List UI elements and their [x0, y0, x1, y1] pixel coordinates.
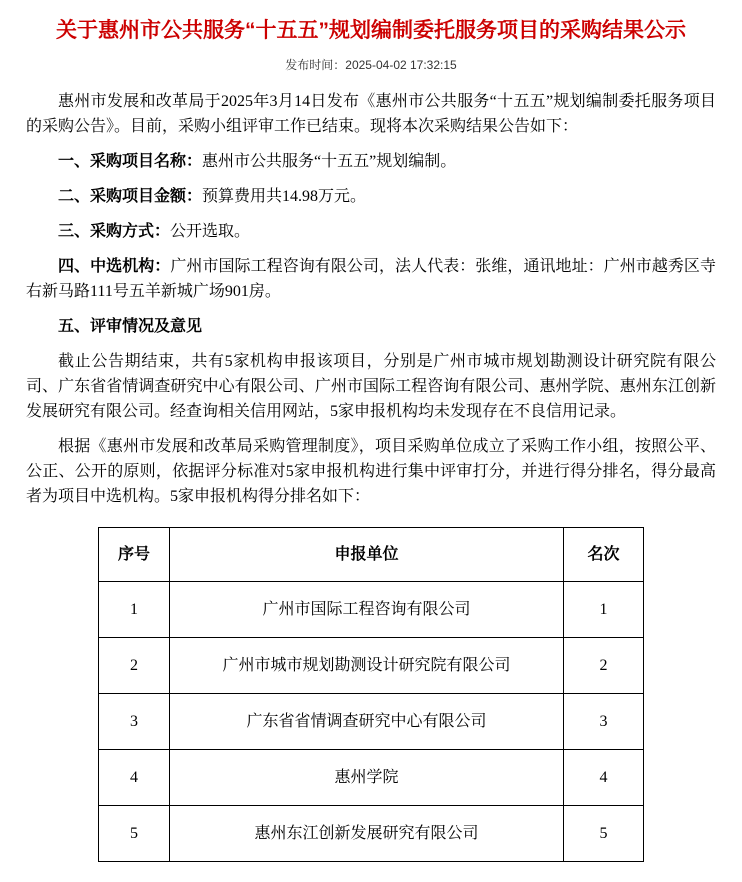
paragraph-item-2: [26, 184, 716, 209]
cell-rank: 2: [564, 638, 644, 694]
cell-seq: 1: [99, 582, 170, 638]
paragraph-text: 截止公告期结束，共有5家机构申报该项目，分别是广州市城市规划勘测设计研究院有限公司、广东省省情调查研究中心有限公司、广州市国际工程咨询有限公司、惠州学院、惠州东江创新发展研究有限公司。经查询相关信用网站，5家申报机构均未发现存在不良信用记录。: [26, 353, 716, 420]
header-org: 申报单位: [170, 528, 564, 582]
cell-seq: 5: [99, 806, 170, 862]
table-row: [99, 694, 644, 750]
ranking-table: [98, 527, 644, 862]
paragraph-text: 公开选取。: [170, 223, 251, 240]
cell-org: 广州市城市规划勘测设计研究院有限公司: [170, 638, 564, 694]
paragraph-text: 惠州市公共服务“十五五”规划编制。: [202, 153, 457, 170]
paragraph-item-1: [26, 149, 716, 174]
document-body: [26, 89, 716, 862]
cell-seq: 2: [99, 638, 170, 694]
publish-time: 发布时间：2025-04-02 17:32:15: [285, 58, 457, 72]
cell-rank: 3: [564, 694, 644, 750]
paragraph-item-4: [26, 254, 716, 304]
paragraph-review-2: [26, 434, 716, 509]
table-row: [99, 750, 644, 806]
table-row: [99, 638, 644, 694]
paragraph-text: 预算费用共14.98万元。: [202, 188, 367, 205]
paragraph-label: 三、采购方式：: [58, 223, 171, 240]
cell-seq: 3: [99, 694, 170, 750]
paragraph-label: 二、采购项目金额：: [58, 188, 203, 205]
header-rank: 名次: [564, 528, 644, 582]
paragraph-text: 惠州市发展和改革局于2025年3月14日发布《惠州市公共服务“十五五”规划编制委托服务项目的采购公告》。目前，采购小组评审工作已结束。现将本次采购结果公告如下：: [26, 93, 716, 135]
table-header-row: [99, 528, 644, 582]
paragraph-item-3: [26, 219, 716, 244]
header-seq: 序号: [99, 528, 170, 582]
cell-org: 惠州学院: [170, 750, 564, 806]
paragraph-item-5-heading: [26, 314, 716, 339]
paragraph-label: 一、采购项目名称：: [58, 153, 203, 170]
paragraph-review-1: [26, 349, 716, 424]
cell-rank: 1: [564, 582, 644, 638]
cell-rank: 4: [564, 750, 644, 806]
page-title: 关于惠州市公共服务“十五五”规划编制委托服务项目的采购结果公示: [56, 19, 686, 42]
cell-seq: 4: [99, 750, 170, 806]
cell-rank: 5: [564, 806, 644, 862]
paragraph-text: 广州市国际工程咨询有限公司，法人代表：张维，通讯地址：广州市越秀区寺右新马路111号五羊新城广场901房。: [26, 258, 716, 300]
table-row: [99, 806, 644, 862]
table-row: [99, 582, 644, 638]
paragraph-text: 根据《惠州市发展和改革局采购管理制度》，项目采购单位成立了采购工作小组，按照公平、公正、公开的原则，依据评分标准对5家申报机构进行集中评审打分，并进行得分排名，得分最高者为项目中选机构。5家申报机构得分排名如下：: [26, 438, 716, 505]
cell-org: 广州市国际工程咨询有限公司: [170, 582, 564, 638]
cell-org: 惠州东江创新发展研究有限公司: [170, 806, 564, 862]
paragraph-label: 五、评审情况及意见: [58, 318, 203, 335]
paragraph-label: 四、中选机构：: [58, 258, 171, 275]
cell-org: 广东省省情调查研究中心有限公司: [170, 694, 564, 750]
paragraph-intro: [26, 89, 716, 139]
